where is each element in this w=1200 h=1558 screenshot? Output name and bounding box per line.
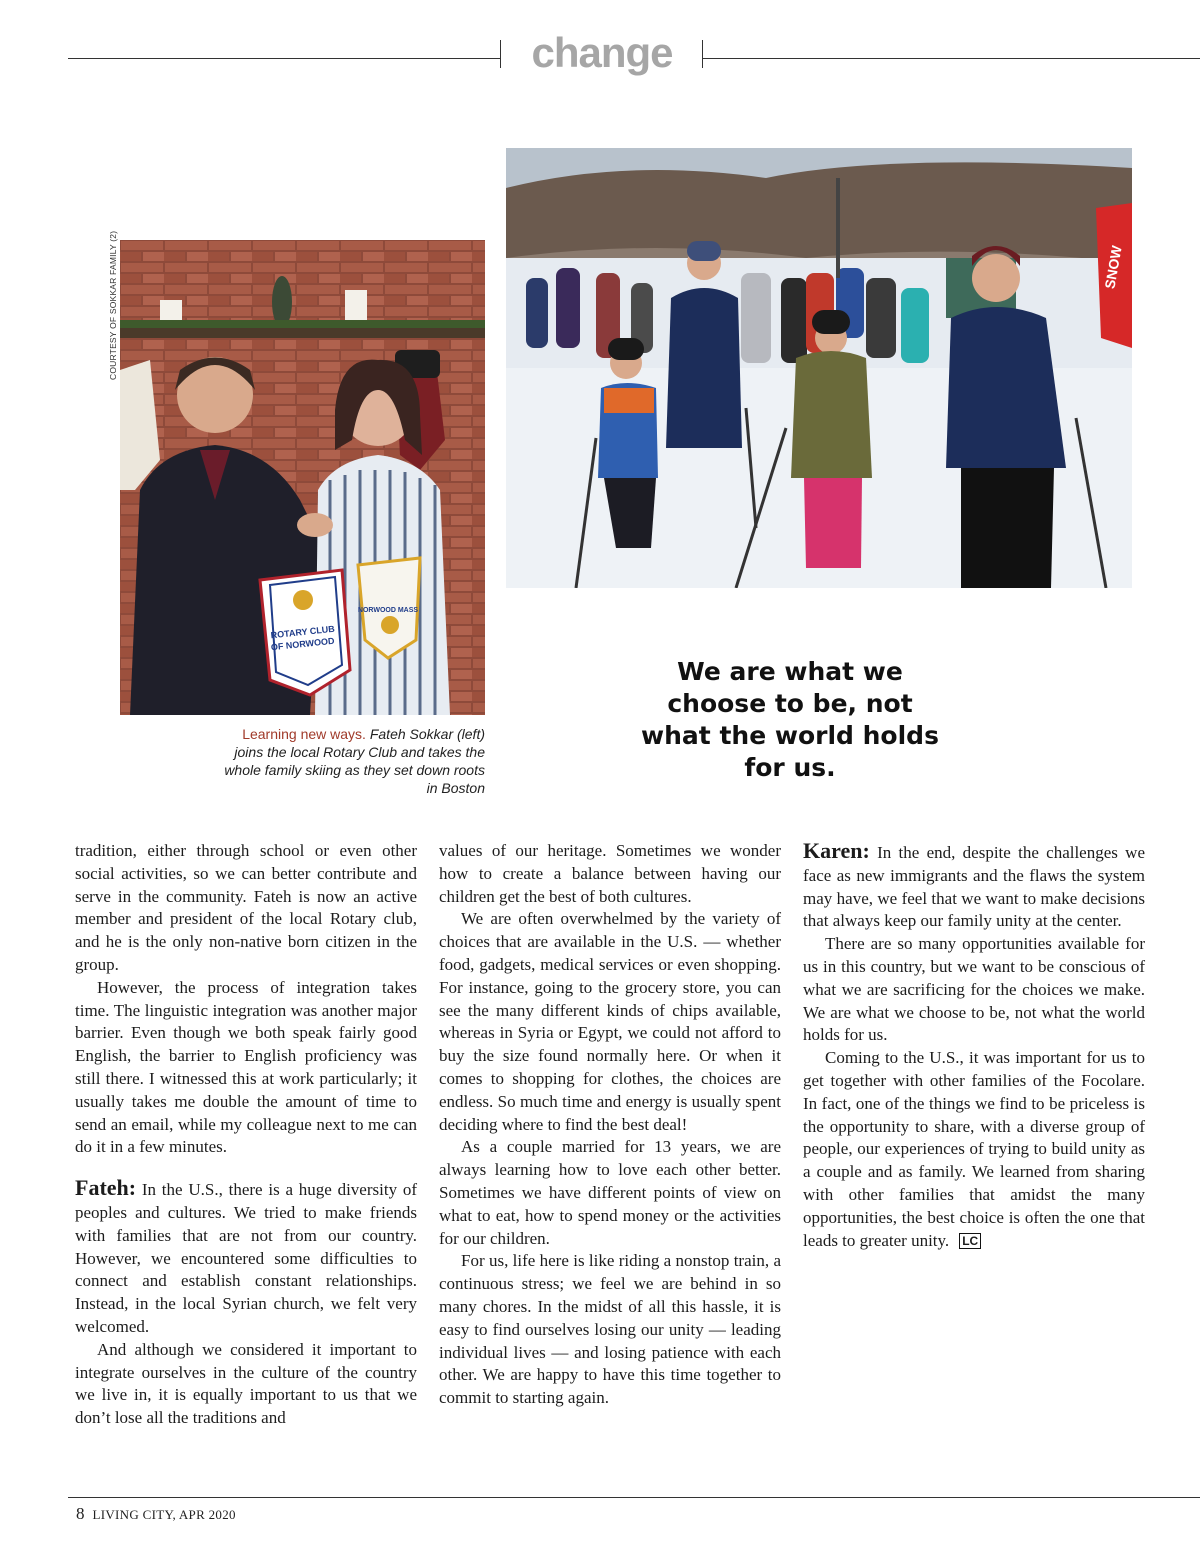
publication-name: LIVING CITY, APR 2020 <box>92 1507 236 1522</box>
pull-quote: We are what we choose to be, not what the world holds for us. <box>641 657 939 782</box>
caption-body: Fateh Sokkar (left) joins the local Rotary Club and takes the whole family skiing as they set down roots in Boston <box>224 726 485 796</box>
svg-text:OF NORWOOD: OF NORWOOD <box>270 635 335 653</box>
paragraph: However, the process of integration takes time. The linguistic integration was another major barrier. Even though we both speak fairly good English, the barrier to English proficiency was still there. I witnessed this at work particularly; it usually takes me double the amount of time to send an email, while my colleague next to me can do it in a few minutes. <box>75 977 417 1157</box>
svg-text:NORWOOD MASS: NORWOOD MASS <box>357 607 419 614</box>
article-column-2 <box>439 840 781 1410</box>
paragraph: And although we considered it important to integrate ourselves in the culture of the country we live in, it is equally important to us that we don’t lose all the traditions and <box>75 1339 417 1428</box>
paragraph: We are often overwhelmed by the variety of choices that are available in the U.S. — whether food, gadgets, medical services or even shopping. For instance, going to the grocery store, you can see the many different kinds of chips available, whereas in Syria or Egypt, we could not afford to buy the size found normally here. Or when it comes to shopping for clothes, the choices are endless. So much time and energy is usually spent deciding where to find the best deal! <box>439 909 781 1134</box>
paragraph-text: In the end, despite the challenges we face as new immigrants and the flaws the system may have, we feel that we want to make decisions that always keep our family unity at the center. <box>803 843 1145 931</box>
caption-lead: Learning new ways. <box>242 726 366 742</box>
ski-banner-text: SNOW <box>1101 244 1125 290</box>
header-rule-left <box>68 58 500 59</box>
header-tick-right <box>702 40 703 68</box>
speaker-label: Karen: <box>803 838 870 863</box>
article-column-1 <box>75 840 417 1430</box>
paragraph: tradition, either through school or even other social activities, so we can better contribute and serve in the community. Fateh is now an active member and president of the local Rotary club, and he is the only non-native born citizen in the group. <box>75 841 417 974</box>
page-footer <box>76 1504 236 1524</box>
photo-family-skiing <box>506 148 1132 588</box>
section-title: change <box>531 29 673 76</box>
header-tick-left <box>500 40 501 68</box>
paragraph: As a couple married for 13 years, we are always learning how to love each other better. Sometimes we have different points of view on what to eat, how to spend money or the activities for our children. <box>439 1137 781 1248</box>
end-mark-icon: LC <box>959 1233 981 1249</box>
header-rule-right <box>702 58 1200 59</box>
photo-rotary-handshake <box>120 240 485 715</box>
footer-rule <box>68 1497 1200 1498</box>
paragraph: For us, life here is like riding a nonstop train, a continuous stress; we feel we are behind in so many chores. In the midst of all this hassle, it is easy to find ourselves losing our unity — leading individual lives — and losing patience with each other. We are happy to have this time together to commit to starting again. <box>439 1251 781 1408</box>
paragraph <box>75 1177 417 1339</box>
photo-credit: COURTESY OF SOKKAR FAMILY (2) <box>108 230 118 380</box>
paragraph: values of our heritage. Sometimes we wonder how to create a balance between having our children get the best of both cultures. <box>439 841 781 906</box>
page-number: 8 <box>76 1504 85 1523</box>
speaker-label: Fateh: <box>75 1175 137 1201</box>
photo-caption <box>215 725 485 797</box>
paragraph-text: Coming to the U.S., it was important for us to get together with other families of the Focolare. In fact, one of the things we find to be priceless is the opportunity to share, with a diverse group of people, our experiences of trying to build unity as a couple and as family. We learned from sharing with other families that amidst the many opportunities, the best choice is often the one that leads to greater unity. <box>803 1048 1145 1250</box>
paragraph: There are so many opportunities available for us in this country, but we want to be conscious of what we are sacrificing for the choices we make. We are what we choose to be, not what the world holds for us. <box>803 934 1145 1045</box>
paragraph <box>803 1047 1145 1252</box>
article-column-3 <box>803 840 1145 1252</box>
svg-text:ROTARY CLUB: ROTARY CLUB <box>270 623 336 641</box>
paragraph-text: In the U.S., there is a huge diversity of peoples and cultures. We tried to make friends with families that are not from our country. However, we encountered some difficulties to connect and establish constant relationships. Instead, in the local Syrian church, we felt very welcomed. <box>75 1180 418 1336</box>
paragraph <box>803 840 1145 933</box>
